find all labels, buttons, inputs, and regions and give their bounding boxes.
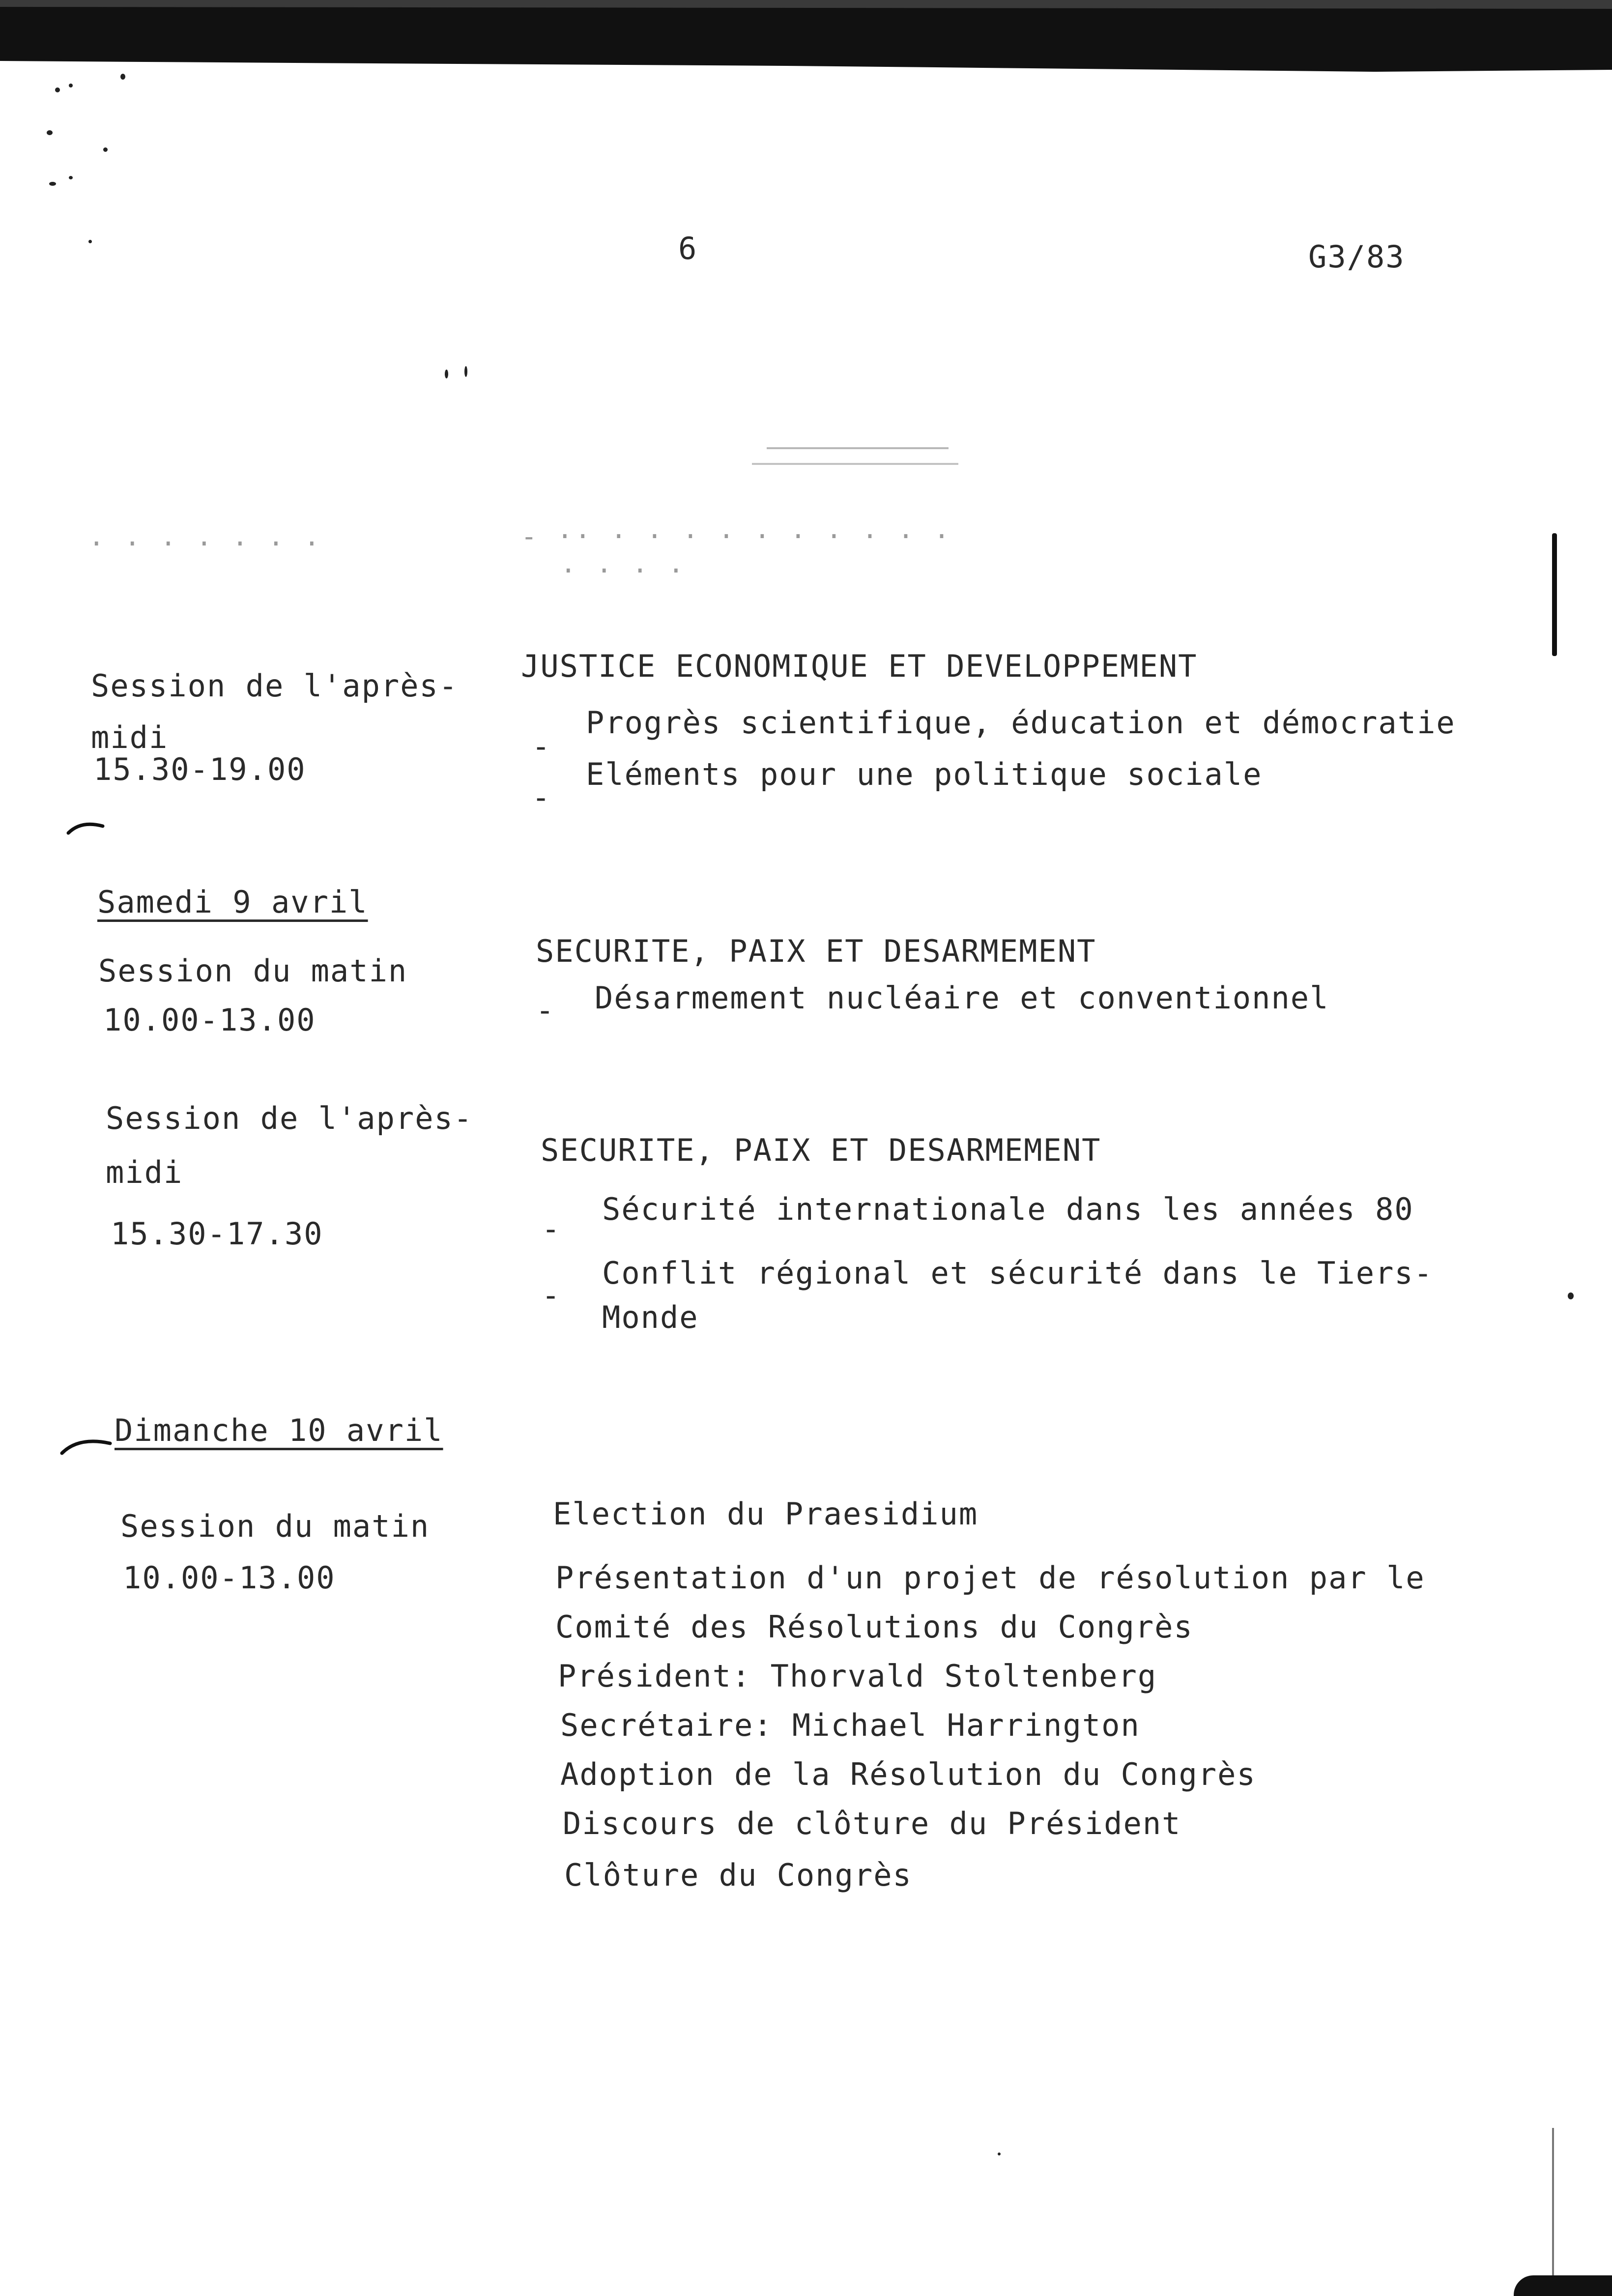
agenda-item: Progrès scientifique, éducation et démocratie (586, 705, 1456, 741)
session-label-continued: midi (106, 1154, 183, 1190)
pen-mark (59, 1433, 113, 1457)
scan-edge-band (0, 0, 1612, 74)
agenda-line: Présentation d'un projet de résolution par le (555, 1560, 1425, 1596)
scan-speck (998, 2152, 1001, 2155)
session-label: Session de l'après- (91, 668, 459, 704)
agenda-line: Election du Praesidium (553, 1496, 979, 1532)
scan-speck (69, 176, 73, 179)
bullet-dash: - (542, 1211, 561, 1247)
session-label: Session du matin (120, 1508, 430, 1544)
agenda-line: Comité des Résolutions du Congrès (555, 1609, 1193, 1645)
pen-mark (66, 818, 106, 838)
faded-illegible-text: · · · · (560, 555, 686, 586)
scan-speck (47, 130, 53, 135)
agenda-line: Président: Thorvald Stoltenberg (558, 1658, 1157, 1694)
scan-edge-line (1552, 533, 1557, 656)
document-reference: G3/83 (1308, 239, 1405, 275)
agenda-line: Clôture du Congrès (564, 1857, 912, 1893)
agenda-line: Discours de clôture du Président (563, 1806, 1181, 1841)
page-number: 6 (678, 230, 698, 266)
agenda-item: Eléments pour une politique sociale (586, 756, 1263, 792)
session-label-continued: midi (91, 719, 169, 755)
faded-illegible-text: - ·· · · · · · · · · · · (521, 521, 952, 552)
scan-speck (69, 84, 73, 87)
session-theme: JUSTICE ECONOMIQUE ET DEVELOPPEMENT (521, 648, 1198, 684)
faded-illegible-text: · · · · · · · (88, 528, 322, 559)
scan-edge-line (1552, 2128, 1554, 2275)
scan-speck (55, 87, 60, 92)
scan-speck (464, 366, 467, 377)
session-theme: SECURITE, PAIX ET DESARMEMENT (536, 933, 1096, 969)
scan-speck (1568, 1292, 1574, 1299)
scan-speck (103, 147, 108, 152)
agenda-line: Adoption de la Résolution du Congrès (560, 1756, 1256, 1792)
scan-speck (49, 182, 56, 186)
session-time: 15.30-17.30 (111, 1216, 323, 1252)
bullet-dash: - (536, 992, 555, 1028)
agenda-item: Désarmement nucléaire et conventionnel (595, 980, 1329, 1016)
faded-rule (767, 447, 949, 449)
day-heading: Dimanche 10 avril (115, 1412, 443, 1448)
bullet-dash: - (532, 779, 551, 815)
agenda-line: Secrétaire: Michael Harrington (560, 1707, 1140, 1743)
scan-speck (445, 370, 448, 378)
session-theme: SECURITE, PAIX ET DESARMEMENT (541, 1132, 1101, 1168)
agenda-item: Conflit régional et sécurité dans le Tiers- (602, 1255, 1434, 1291)
faded-rule (752, 463, 958, 465)
session-label: Session du matin (98, 953, 408, 989)
scan-speck (120, 74, 125, 80)
scan-speck (88, 240, 92, 243)
bullet-dash: - (532, 728, 551, 764)
agenda-item-continued: Monde (602, 1299, 699, 1335)
scan-edge-blot (1514, 2275, 1612, 2296)
session-time: 10.00-13.00 (123, 1560, 336, 1596)
agenda-item: Sécurité internationale dans les années 80 (602, 1191, 1414, 1227)
session-time: 15.30-19.00 (93, 751, 306, 787)
session-label: Session de l'après- (106, 1100, 473, 1136)
day-heading: Samedi 9 avril (97, 884, 368, 920)
session-time: 10.00-13.00 (103, 1002, 316, 1038)
bullet-dash: - (542, 1277, 561, 1313)
